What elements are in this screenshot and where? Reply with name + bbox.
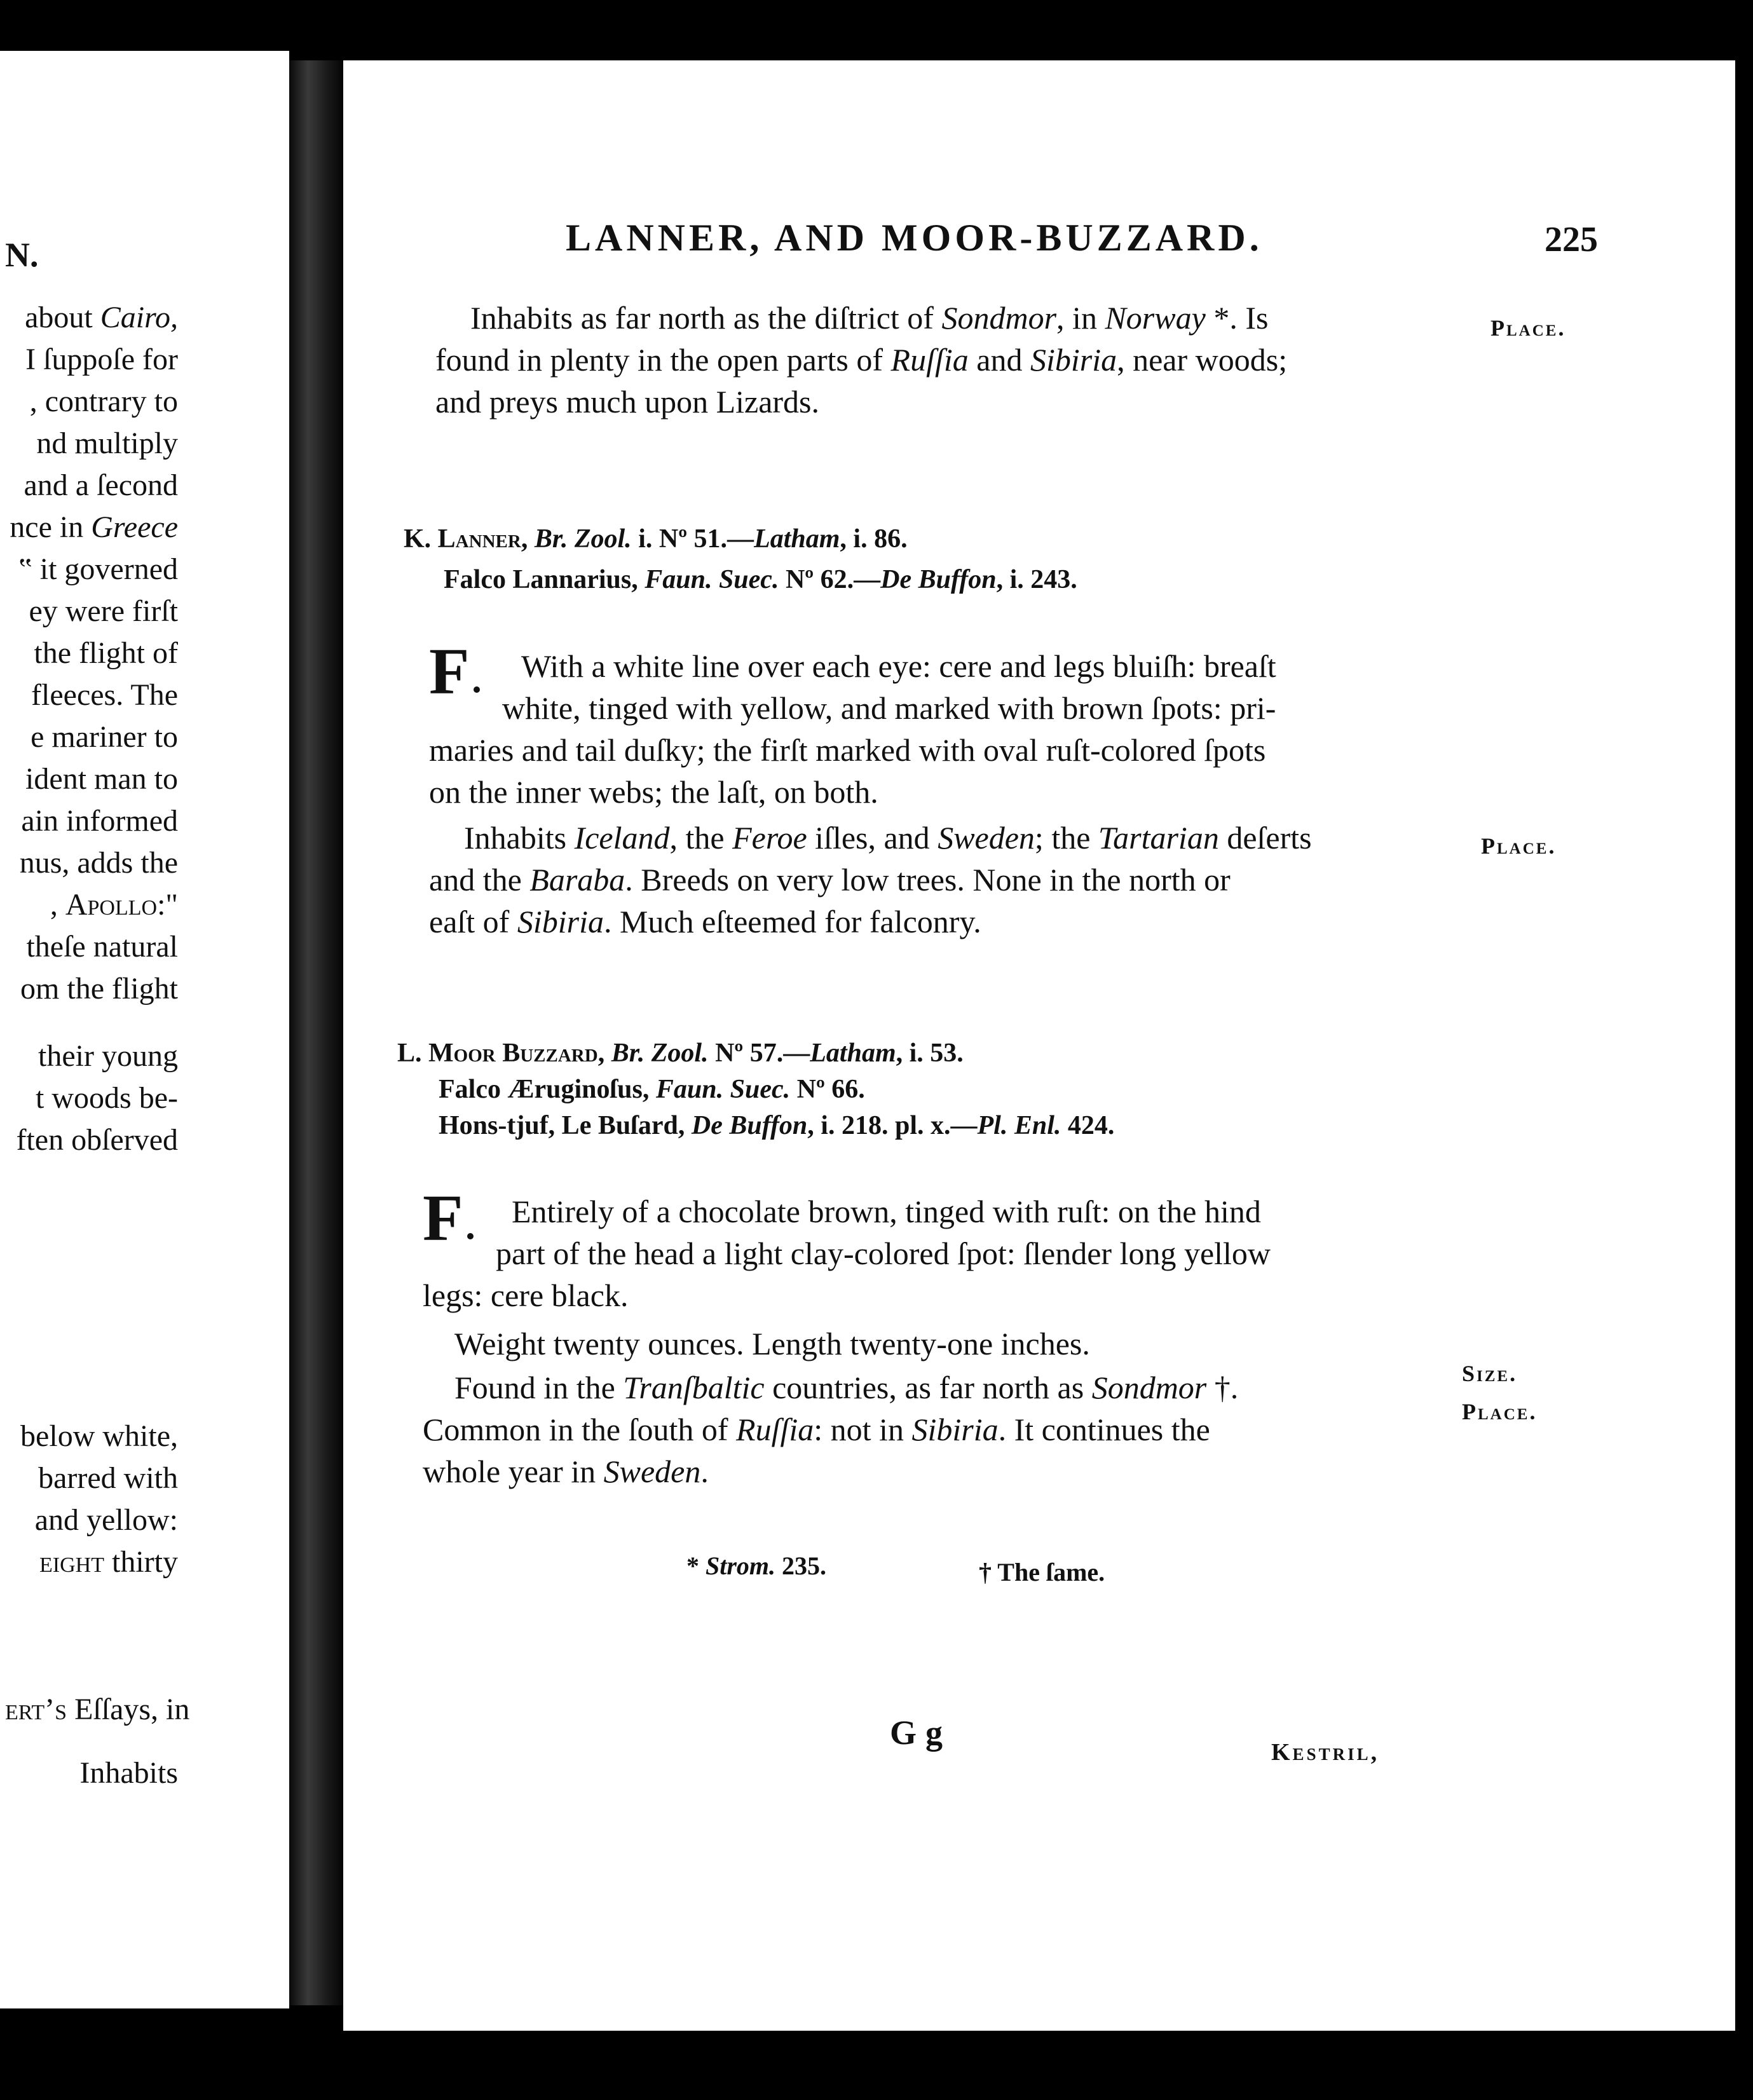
left-page-line: eight thirty	[39, 1545, 178, 1579]
description-line: With a white line over each eye: cere and legs bluiſh: breaſt	[521, 648, 1276, 684]
description-line: Entirely of a chocolate brown, tinged with ruſt: on the hind	[512, 1194, 1261, 1229]
initial-dot	[467, 1233, 474, 1239]
left-page-line: ain informed	[21, 804, 178, 838]
right-page	[343, 60, 1735, 2031]
left-page-line: ert’s Eſſays, in	[5, 1693, 190, 1726]
initial-dot	[474, 686, 480, 693]
moor-buzzard-synonym: Falco Æruginoſus, Faun. Suec. Nº 66.	[439, 1075, 865, 1104]
left-page-line: ften obſerved	[16, 1123, 178, 1157]
footnote: † The ſame.	[979, 1558, 1105, 1586]
left-page-line: nus, adds the	[19, 846, 178, 880]
left-page-line: and yellow:	[34, 1503, 178, 1537]
place-line: eaſt of Sibiria. Much eſteemed for falconry.	[429, 904, 981, 939]
catchword: Kestril,	[1271, 1739, 1380, 1766]
margin-note-place: Place.	[1490, 315, 1566, 341]
left-page-line: ident man to	[25, 762, 178, 796]
moor-buzzard-synonym: Hons-tjuf, Le Buſard, De Buffon, i. 218. pl. x.—Pl. Enl. 424.	[439, 1111, 1115, 1140]
description-line: white, tinged with yellow, and marked with brown ſpots: pri-	[502, 690, 1276, 726]
left-page-line: and a ſecond	[24, 468, 178, 502]
description-line: maries and tail duſky; the firſt marked with oval ruſt-colored ſpots	[429, 732, 1266, 768]
left-page-line: fleeces. The	[31, 678, 178, 712]
left-page-line: om the flight	[20, 972, 178, 1006]
left-page-line: ‟ it governed	[18, 552, 178, 586]
left-page-line: the flight of	[34, 636, 178, 670]
place-line: Found in the Tranſbaltic countries, as far north as Sondmor †.	[454, 1370, 1239, 1405]
size-line: Weight twenty ounces. Length twenty-one inches.	[454, 1326, 1090, 1361]
left-page-line: nce in Greece	[10, 510, 178, 544]
intro-line: found in plenty in the open parts of Ruſſia and Sibiria, near woods;	[435, 342, 1288, 378]
left-page	[0, 51, 289, 2008]
moor-buzzard-heading: L. Moor Buzzard, Br. Zool. Nº 57.—Latham, i. 53.	[397, 1039, 964, 1068]
running-head: LANNER, AND MOOR-BUZZARD.	[566, 217, 1263, 259]
signature-mark: Gg	[890, 1714, 952, 1752]
place-line: Inhabits Iceland, the Feroe iſles, and Sweden; the Tartarian deſerts	[464, 820, 1312, 856]
margin-note-place: Place.	[1481, 833, 1557, 859]
left-page-line: e mariner to	[31, 720, 178, 754]
left-page-line: theſe natural	[26, 930, 178, 964]
description-line: part of the head a light clay-colored ſpot: ſlender long yellow	[496, 1236, 1271, 1271]
left-page-line: barred with	[38, 1461, 178, 1495]
place-line: and the Baraba. Breeds on very low trees. None in the north or	[429, 862, 1231, 897]
drop-initial: F	[423, 1182, 463, 1255]
left-page-line: I ſuppoſe for	[25, 343, 178, 376]
left-page-line: their young	[38, 1039, 178, 1073]
description-line: legs: cere black.	[423, 1278, 629, 1313]
intro-line: Inhabits as far north as the diſtrict of Sondmor, in Norway *. Is	[470, 300, 1269, 336]
left-page-line: t woods be-	[36, 1081, 178, 1115]
margin-note-place: Place.	[1462, 1399, 1538, 1424]
left-page-line: Inhabits	[79, 1756, 178, 1790]
book-gutter	[289, 60, 343, 2005]
left-page-line: , Apollo:"	[50, 888, 178, 922]
place-line: whole year in Sweden.	[423, 1454, 709, 1489]
left-page-line: ey were firſt	[29, 594, 178, 628]
page-number: 225	[1545, 220, 1598, 259]
left-page-line: nd multiply	[36, 426, 178, 460]
left-page-line: below white,	[20, 1419, 178, 1453]
lanner-synonym: Falco Lannarius, Faun. Suec. Nº 62.—De Buffon, i. 243.	[444, 565, 1077, 594]
left-page-line: about Cairo,	[25, 301, 178, 334]
intro-line: and preys much upon Lizards.	[435, 384, 820, 419]
left-page-line: , contrary to	[29, 385, 178, 418]
margin-note-size: Size.	[1462, 1361, 1518, 1386]
footnote: * Strom. 235.	[686, 1551, 827, 1580]
place-line: Common in the ſouth of Ruſſia: not in Sibiria. It continues the	[423, 1412, 1210, 1447]
left-page-heading-fragment: N.	[5, 236, 39, 274]
lanner-heading: K. Lanner, Br. Zool. i. Nº 51.—Latham, i. 86.	[404, 524, 908, 554]
drop-initial: F	[429, 635, 470, 708]
description-line: on the inner webs; the laſt, on both.	[429, 774, 878, 810]
